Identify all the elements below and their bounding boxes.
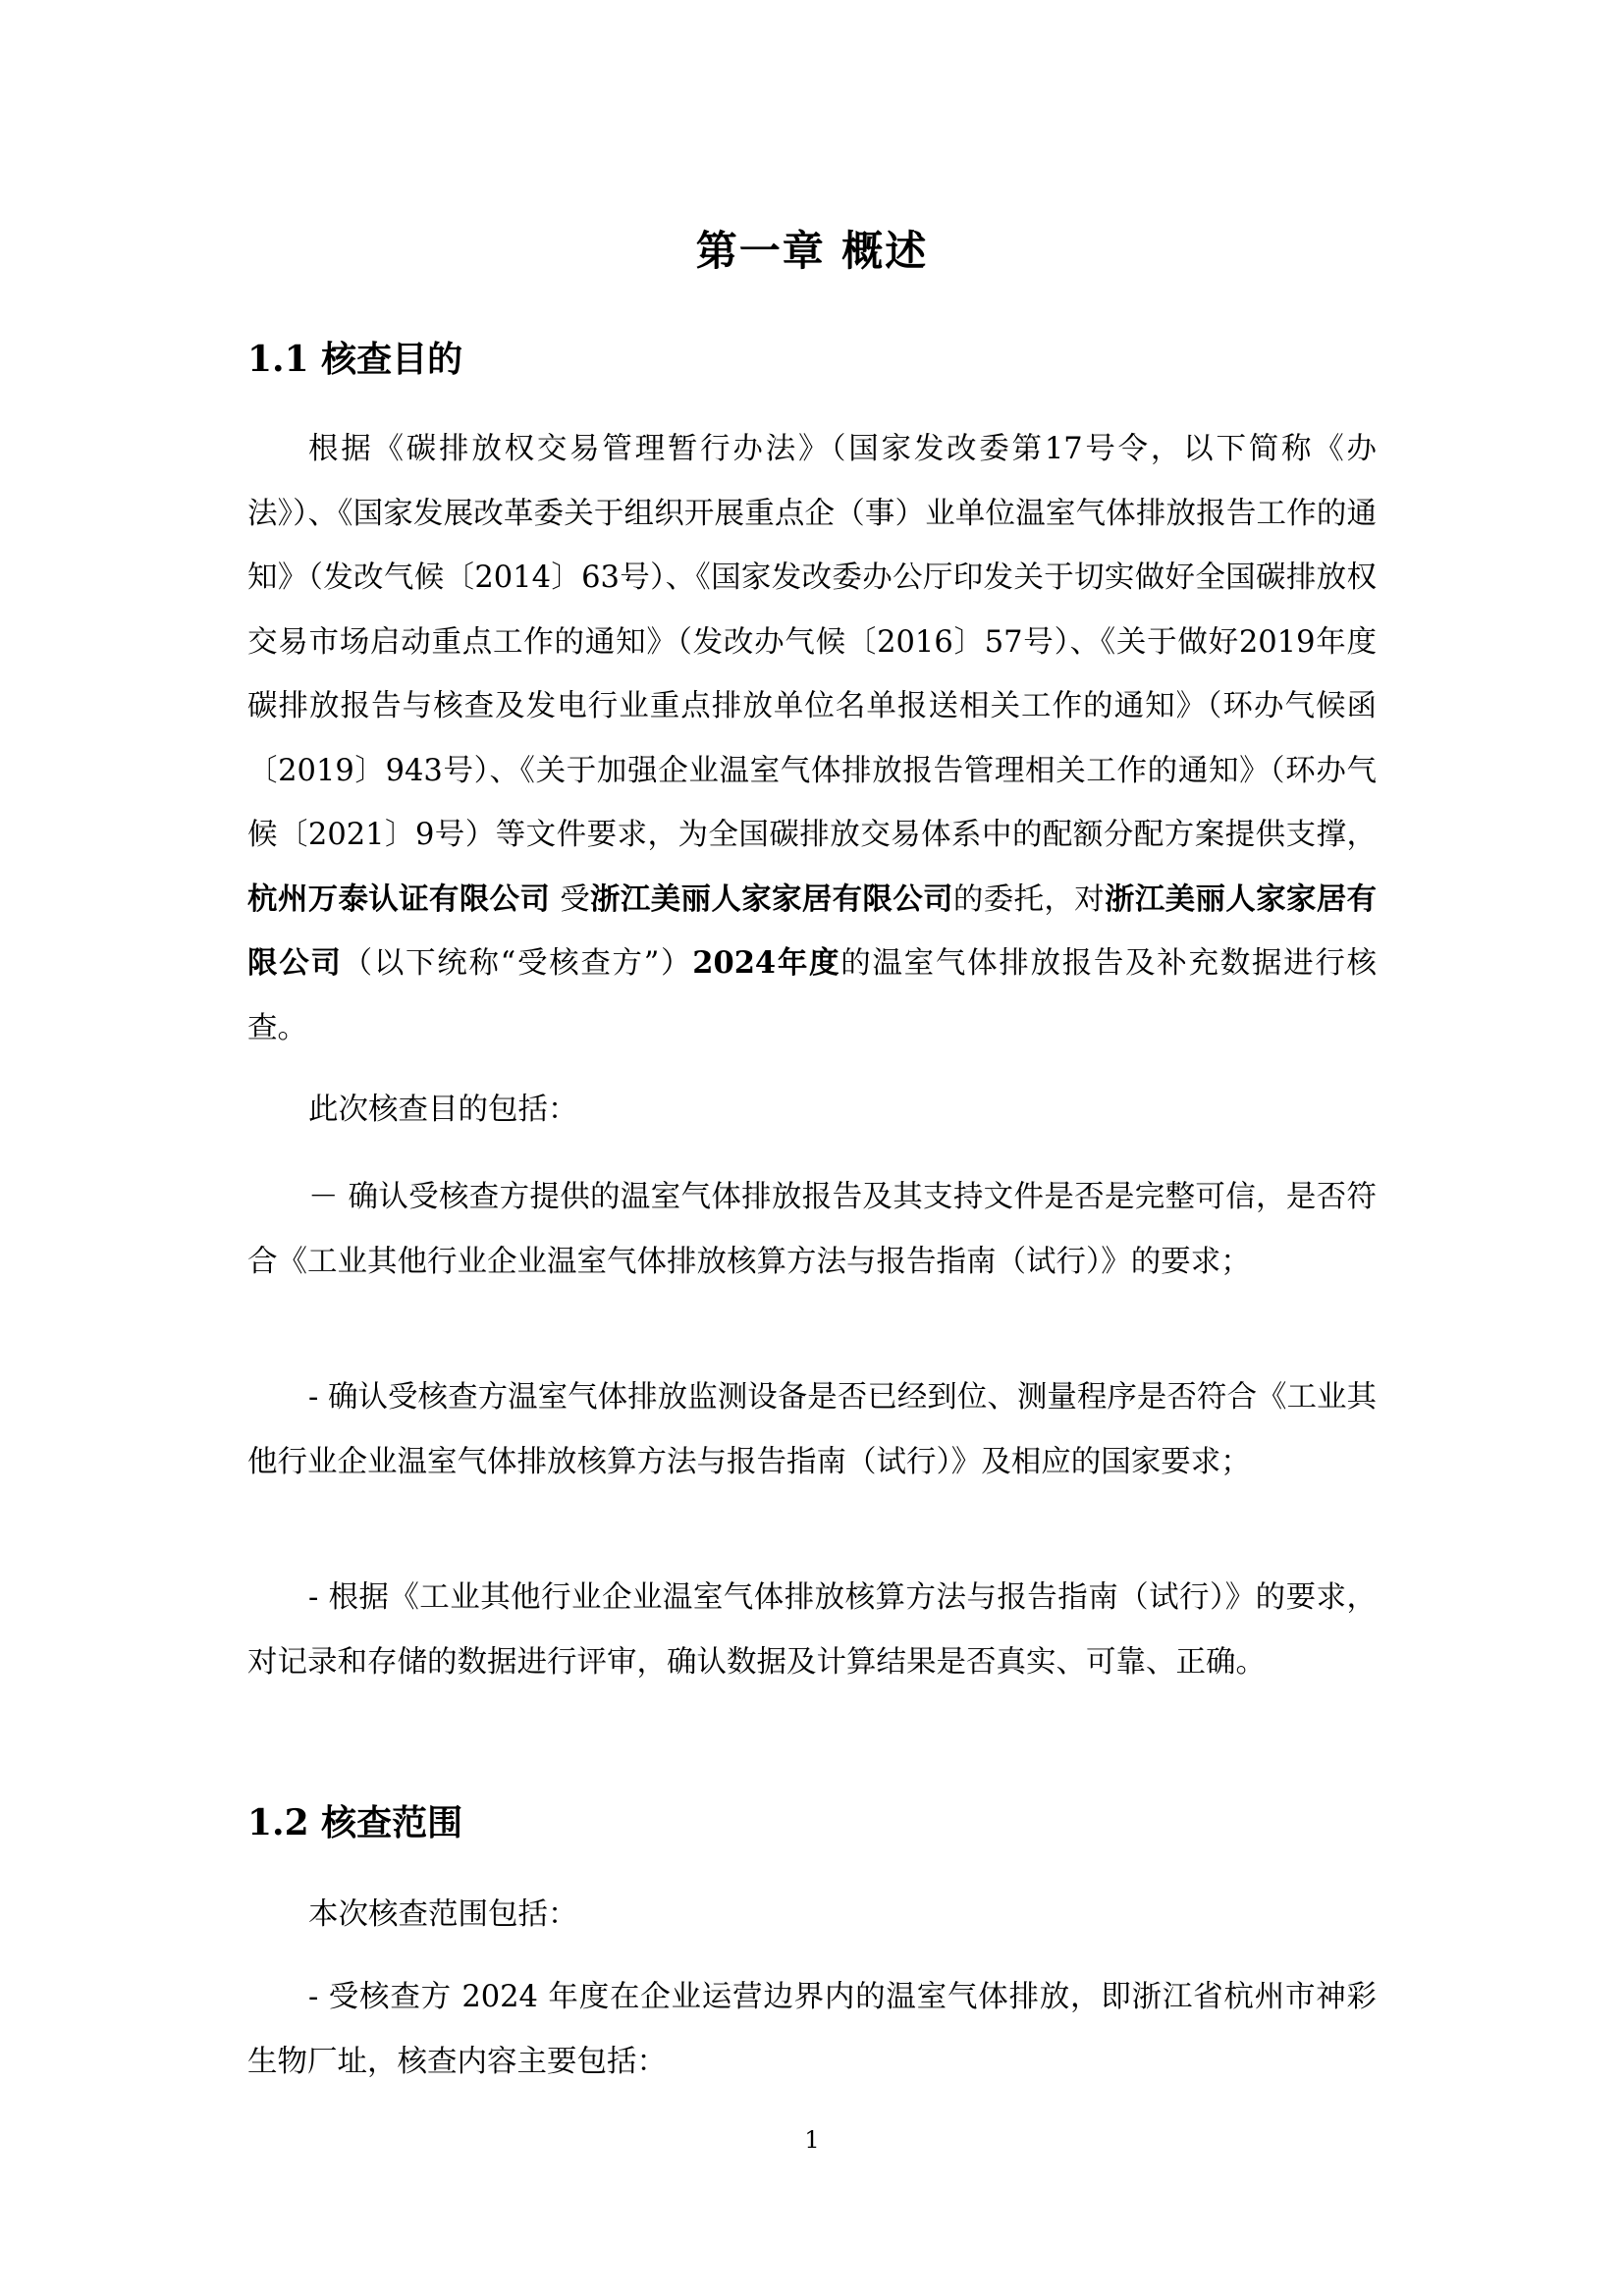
- client-name-repeat: 浙江美丽人家家居有限公司: [247, 881, 1378, 981]
- verifier-name: 杭州万泰认证有限公司: [247, 881, 551, 917]
- scope-item-1: - 受核查方 2024 年度在企业运营边界内的温室气体排放，即浙江省杭州市神彩生物厂址，核查内容主要包括：: [247, 1980, 1377, 2079]
- purpose-item-2: - 确认受核查方温室气体排放监测设备是否已经到位、测量程序是否符合《工业其他行业企业温室气体排放核算方法与报告指南（试行）》及相应的国家要求；: [247, 1380, 1377, 1479]
- section-heading-1-1: 1.1 核查目的: [247, 339, 463, 380]
- chapter-title: 第一章 概述: [695, 227, 929, 275]
- purpose-text-part2: 受: [550, 881, 591, 917]
- purpose-list-intro: 此次核查目的包括：: [308, 1093, 578, 1127]
- report-year: 2024年度: [692, 945, 841, 981]
- purpose-text-part3: 的委托，对: [952, 881, 1105, 917]
- purpose-paragraph: [247, 417, 1377, 1060]
- purpose-text-part4: （以下统称“受核查方”）: [342, 946, 693, 981]
- purpose-text-part5: 的温室气体排放报告及补充数据进行核查。: [247, 946, 1378, 1045]
- purpose-item-3: - 根据《工业其他行业企业温室气体排放核算方法与报告指南（试行）》的要求，对记录和存储的数据进行评审，确认数据及计算结果是否真实、可靠、正确。: [247, 1580, 1377, 1680]
- page-number: 1: [804, 2126, 820, 2154]
- purpose-text-part1: 根据《碳排放权交易管理暂行办法》（国家发改委第17号令，以下简称《办法》）、《国家发展改革委关于组织开展重点企（事）业单位温室气体排放报告工作的通知》（发改气候〔2014〕63号）、《国家发改委办公厅印发关于切实做好全国碳排放权交易市场启动重点工作的通知》（发改办气候〔2016〕57号）、《关于做好2019年度碳排放报告与核查及发电行业重点排放单位名单报送相关工作的通知》（环办气候函〔2019〕943号）、《关于加强企业温室气体排放报告管理相关工作的通知》（环办气候〔2021〕9号）等文件要求，为全国碳排放交易体系中的配额分配方案提供支撑，: [247, 432, 1377, 852]
- purpose-item-1: － 确认受核查方提供的温室气体排放报告及其支持文件是否是完整可信，是否符合《工业其他行业企业温室气体排放核算方法与报告指南（试行）》的要求；: [247, 1180, 1377, 1279]
- scope-intro: 本次核查范围包括：: [308, 1897, 578, 1932]
- section-heading-1-2: 1.2 核查范围: [247, 1802, 463, 1843]
- client-name: 浙江美丽人家家居有限公司: [590, 881, 953, 917]
